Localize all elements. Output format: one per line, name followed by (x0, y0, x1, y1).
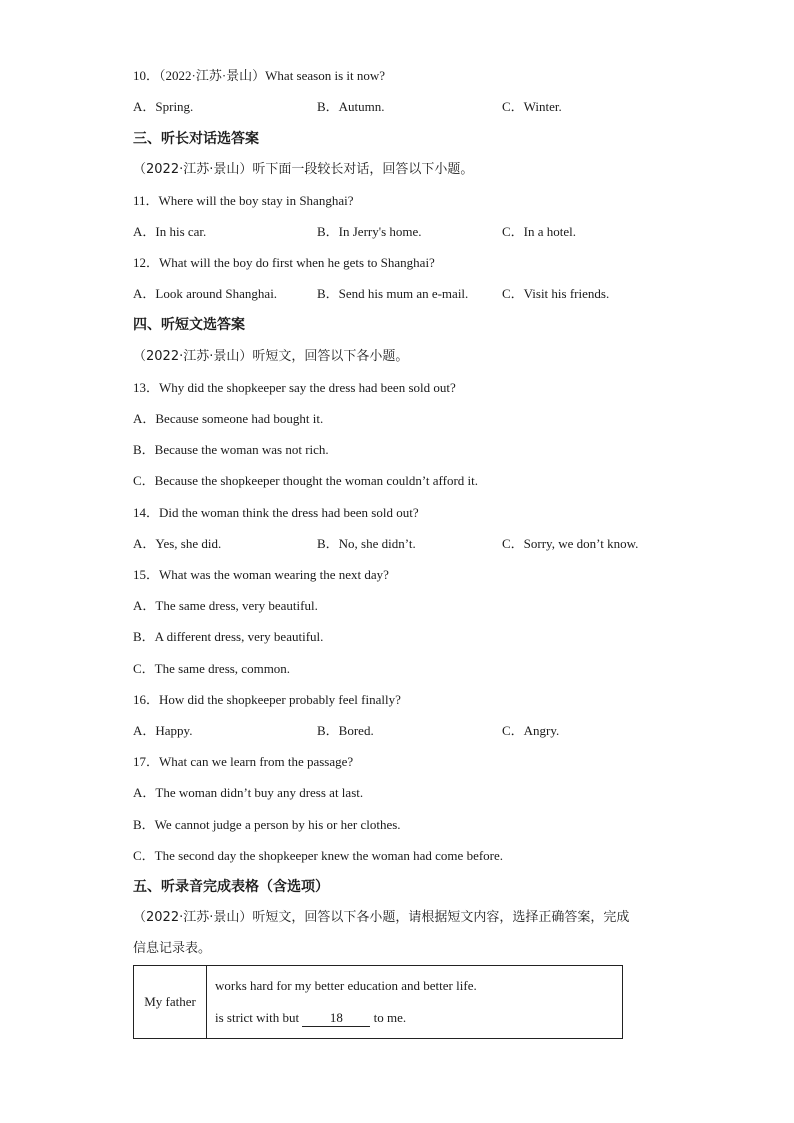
section-5-intro-line-2: 信息记录表。 (133, 941, 212, 956)
question-14-stem: 14．Did the woman think the dress had been sold out? (133, 505, 419, 520)
question-10-option-c: C．Winter. (502, 99, 562, 114)
question-13-stem: 13．Why did the shopkeeper say the dress had been sold out? (133, 380, 456, 395)
question-16-stem: 16．How did the shopkeeper probably feel finally? (133, 692, 401, 707)
question-12-option-b: B．Send his mum an e-mail. (317, 286, 469, 301)
table-label: My father (144, 994, 196, 1009)
table-label-cell (134, 966, 207, 1039)
question-11-option-c: C．In a hotel. (502, 224, 577, 239)
info-record-table (133, 965, 623, 1039)
question-13-option-b: B．Because the woman was not rich. (133, 442, 329, 457)
question-11-stem: 11．Where will the boy stay in Shanghai? (133, 193, 354, 208)
answer-blank-18[interactable]: 18 (302, 1010, 370, 1027)
question-14-option-a: A．Yes, she did. (133, 536, 222, 551)
table-row-1: works hard for my better education and better life. (215, 977, 477, 993)
question-15-option-c: C．The same dress, common. (133, 661, 291, 676)
table-content-cell (207, 966, 623, 1039)
question-16-option-b: B．Bored. (317, 723, 374, 738)
question-10-stem: 10．（2022·江苏·景山）What season is it now? (133, 68, 386, 83)
section-3-title: 三、听长对话选答案 (133, 131, 259, 147)
question-16-option-c: C．Angry. (502, 723, 560, 738)
table-row-2-before: is strict with but (215, 1009, 300, 1025)
question-14-option-c: C．Sorry, we don’t know. (502, 536, 639, 551)
section-5-intro-line-1: （2022·江苏·景山）听短文，回答以下各小题，请根据短文内容，选择正确答案，完成 (133, 910, 630, 925)
question-15-stem: 15．What was the woman wearing the next day? (133, 567, 389, 582)
question-11-option-a: A．In his car. (133, 224, 207, 239)
question-14-option-b: B．No, she didn’t. (317, 536, 416, 551)
question-17-stem: 17．What can we learn from the passage? (133, 754, 354, 769)
question-11-option-b: B．In Jerry's home. (317, 224, 422, 239)
question-10-option-b: B．Autumn. (317, 99, 385, 114)
section-5-title: 五、听录音完成表格（含选项） (133, 879, 329, 895)
question-12-stem: 12．What will the boy do first when he gets to Shanghai? (133, 255, 435, 270)
question-17-option-c: C．The second day the shopkeeper knew the woman had come before. (133, 848, 504, 863)
section-4-title: 四、听短文选答案 (133, 317, 245, 333)
question-16-option-a: A．Happy. (133, 723, 193, 738)
question-12-option-a: A．Look around Shanghai. (133, 286, 278, 301)
question-15-option-a: A．The same dress, very beautiful. (133, 598, 318, 613)
section-3-intro: （2022·江苏·景山）听下面一段较长对话，回答以下小题。 (133, 162, 474, 177)
question-17-option-b: B．We cannot judge a person by his or her clothes. (133, 817, 401, 832)
table-row-2 (207, 1010, 622, 1027)
question-17-option-a: A．The woman didn’t buy any dress at last. (133, 785, 364, 800)
question-10-option-a: A．Spring. (133, 99, 194, 114)
table-row-2-after: to me. (373, 1009, 407, 1025)
question-13-option-a: A．Because someone had bought it. (133, 411, 324, 426)
question-12-option-c: C．Visit his friends. (502, 286, 610, 301)
question-13-option-c: C．Because the shopkeeper thought the woman couldn’t afford it. (133, 473, 479, 488)
question-15-option-b: B．A different dress, very beautiful. (133, 629, 324, 644)
section-4-intro: （2022·江苏·景山）听短文，回答以下各小题。 (133, 349, 409, 364)
